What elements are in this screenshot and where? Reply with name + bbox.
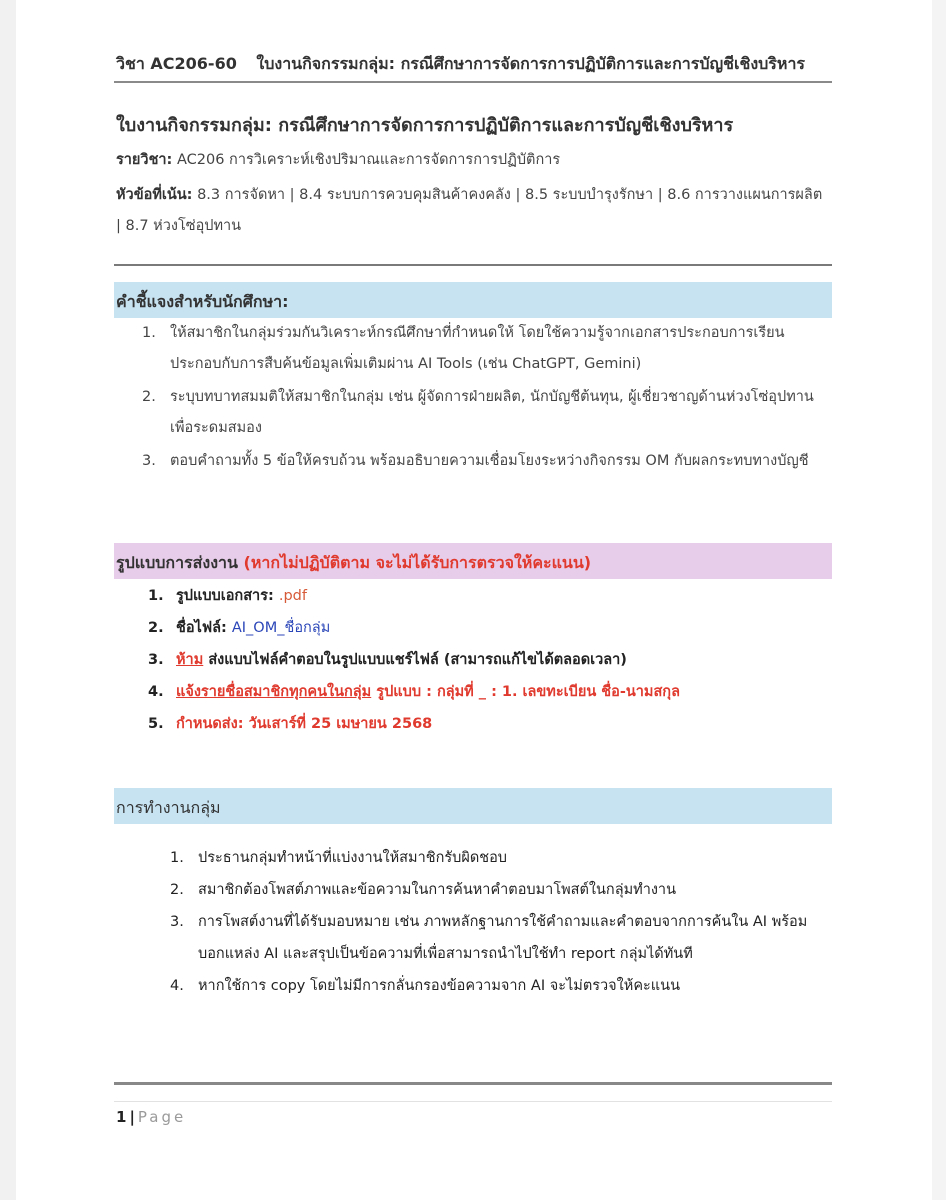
deadline-label: กำหนดส่ง xyxy=(176,716,238,732)
footer-divider xyxy=(114,1082,832,1085)
item-label: ชื่อไฟล์: xyxy=(176,620,227,636)
page-edge-right xyxy=(932,0,946,1200)
member-list-label: แจ้งรายชื่อสมาชิกทุกคนในกลุ่ม xyxy=(176,684,372,700)
item-number: 5. xyxy=(148,716,164,732)
item-text: การโพสต์งานที่ได้รับมอบหมาย เช่น ภาพหลักฐานการใช้คำถามและคำตอบจากการค้นใน AI พร้อมบอกแหล่ง AI และสรุปเป็นข้อความที่เพื่อสามารถนำไปใช้ทำ report กลุ่มได้ทันที xyxy=(198,914,808,962)
document-title: ใบงานกิจกรรมกลุ่ม: กรณีศึกษาการจัดการการปฏิบัติการและการบัญชีเชิงบริหาร xyxy=(116,115,734,136)
member-format-text: รูปแบบ : กลุ่มที่ _ : 1. เลขทะเบียน ชื่อ-นามสกุล xyxy=(376,684,680,700)
item-label: รูปแบบเอกสาร: xyxy=(176,588,274,604)
item-text: หากใช้การ copy โดยไม่มีการกลั่นกรองข้อความจาก AI จะไม่ตรวจให้คะแนน xyxy=(198,978,680,994)
item-number: 2. xyxy=(142,389,156,405)
page-edge-left xyxy=(0,0,16,1200)
list-item xyxy=(148,616,828,640)
item-number: 2. xyxy=(170,882,184,898)
running-header xyxy=(116,52,805,77)
footer-divider-thin xyxy=(114,1101,832,1102)
list-item xyxy=(170,874,820,906)
group-work-list xyxy=(170,842,820,1002)
list-item xyxy=(170,842,820,874)
submission-list xyxy=(148,584,828,744)
item-number: 1. xyxy=(142,325,156,341)
header-title: ใบงานกิจกรรมกลุ่ม: กรณีศึกษาการจัดการการปฏิบัติการและการบัญชีเชิงบริหาร xyxy=(256,54,806,73)
item-number: 3. xyxy=(142,453,156,469)
page-number: 1 xyxy=(116,1108,127,1126)
list-item xyxy=(148,712,828,736)
item-number: 4. xyxy=(170,978,184,994)
instructions-heading: คำชี้แจงสำหรับนักศึกษา: xyxy=(114,282,832,318)
list-item xyxy=(142,318,814,380)
item-text: ระบุบทบาทสมมติให้สมาชิกในกลุ่ม เช่น ผู้จัดการฝ่ายผลิต, นักบัญชีต้นทุน, ผู้เชี่ยวชาญด้านห่วงโซ่อุปทาน เพื่อระดมสมอง xyxy=(170,389,814,436)
header-divider xyxy=(114,81,832,83)
item-number: 3. xyxy=(170,914,184,930)
submission-heading-text: รูปแบบการส่งงาน xyxy=(116,553,238,572)
file-format-value: .pdf xyxy=(278,588,307,604)
item-number: 1. xyxy=(148,588,164,604)
list-item xyxy=(148,648,828,672)
item-text: ให้สมาชิกในกลุ่มร่วมกันวิเคราะห์กรณีศึกษาที่กำหนดให้ โดยใช้ความรู้จากเอกสารประกอบการเรียนประกอบกับการสืบค้นข้อมูลเพิ่มเติมผ่าน AI Tools (เช่น ChatGPT, Gemini) xyxy=(170,325,785,372)
topics-value: 8.3 การจัดหา | 8.4 ระบบการควบคุมสินค้าคงคลัง | 8.5 ระบบบำรุงรักษา | 8.6 การวางแผนการผลิต | 8.7 ห่วงโซ่อุปทาน xyxy=(116,187,823,234)
submission-heading xyxy=(114,543,832,579)
forbid-label: ห้าม xyxy=(176,652,204,668)
section-divider xyxy=(114,264,832,266)
header-course-code: วิชา AC206-60 xyxy=(116,54,237,73)
subject-label: รายวิชา: xyxy=(116,152,173,168)
page-footer xyxy=(116,1108,186,1126)
item-text: ส่งแบบไฟล์คำตอบในรูปแบบแชร์ไฟล์ (สามารถแก้ไขได้ตลอดเวลา) xyxy=(208,652,627,668)
item-number: 1. xyxy=(170,850,184,866)
item-number: 2. xyxy=(148,620,164,636)
item-text: ตอบคำถามทั้ง 5 ข้อให้ครบถ้วน พร้อมอธิบายความเชื่อมโยงระหว่างกิจกรรม OM กับผลกระทบทางบัญชี xyxy=(170,453,809,469)
file-name-value: AI_OM_ชื่อกลุ่ม xyxy=(231,620,331,636)
list-item xyxy=(148,584,828,608)
instructions-list xyxy=(142,318,814,479)
submission-warning: (หากไม่ปฏิบัติตาม จะไม่ได้รับการตรวจให้คะแนน) xyxy=(243,553,592,572)
list-item xyxy=(142,446,814,477)
list-item xyxy=(170,970,820,1002)
item-text: ประธานกลุ่มทำหน้าที่แบ่งงานให้สมาชิกรับผิดชอบ xyxy=(198,850,508,866)
list-item xyxy=(142,382,814,444)
list-item xyxy=(170,906,820,970)
footer-separator: | xyxy=(129,1108,135,1126)
item-number: 4. xyxy=(148,684,164,700)
topics-label: หัวข้อที่เน้น: xyxy=(116,187,193,203)
list-item xyxy=(148,680,828,704)
subject-value: AC206 การวิเคราะห์เชิงปริมาณและการจัดการการปฏิบัติการ xyxy=(176,152,561,168)
deadline-value: : วันเสาร์ที่ 25 เมษายน 2568 xyxy=(237,716,433,732)
group-work-heading: การทำงานกลุ่ม xyxy=(114,788,832,824)
item-number: 3. xyxy=(148,652,164,668)
item-text: สมาชิกต้องโพสต์ภาพและข้อความในการค้นหาคำตอบมาโพสต์ในกลุ่มทำงาน xyxy=(198,882,676,898)
page-word: Page xyxy=(137,1108,187,1126)
subject-line xyxy=(116,148,560,171)
topics-line xyxy=(116,180,828,242)
